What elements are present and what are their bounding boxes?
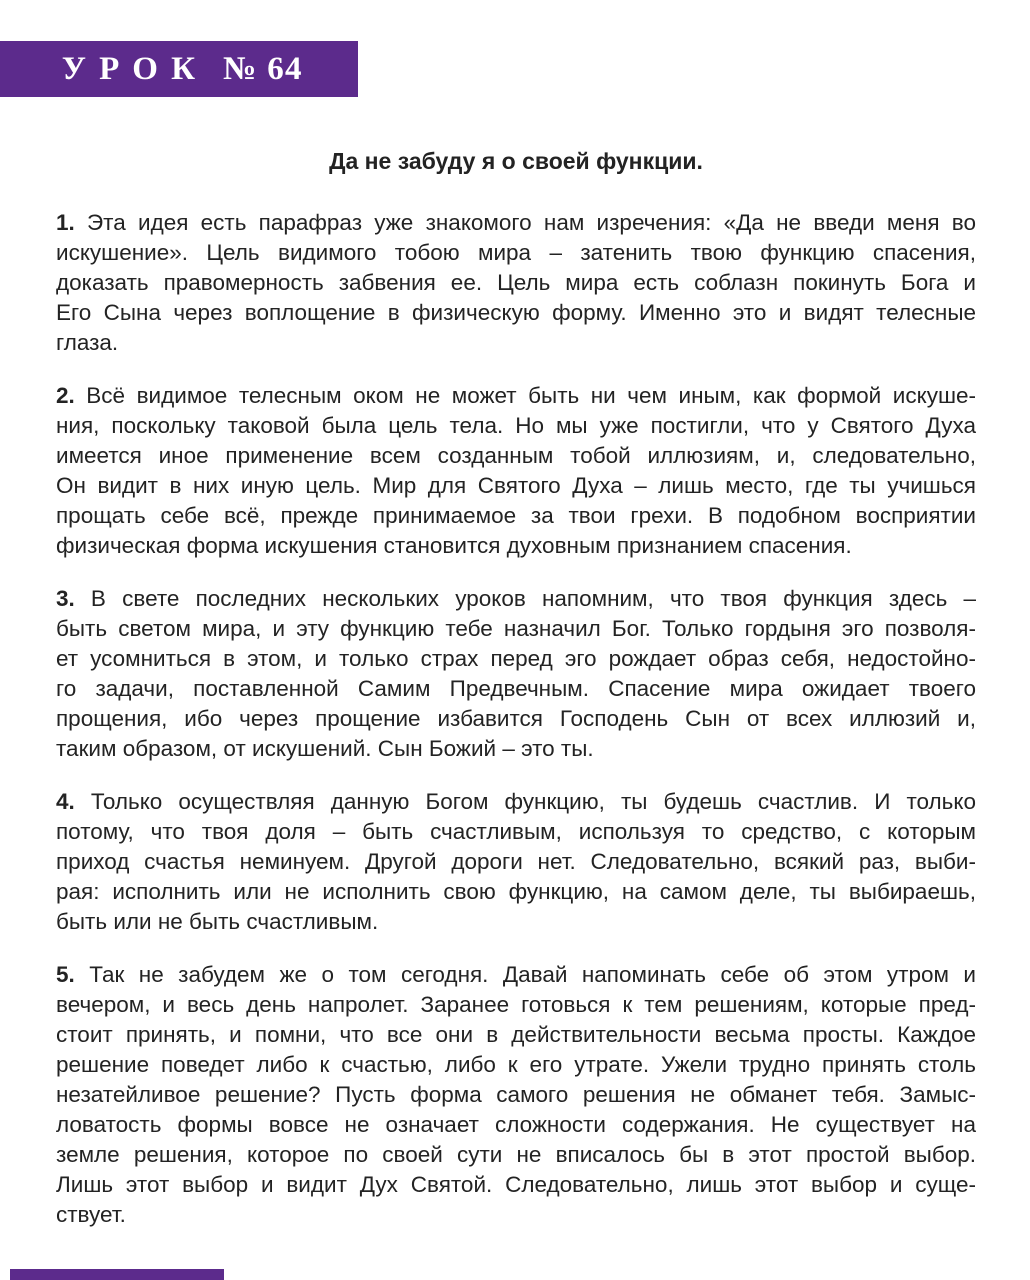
paragraph-number: 2.: [56, 383, 75, 408]
lesson-band-number: № 64: [223, 50, 303, 87]
paragraph-line: 4. Только осуществляя данную Богом функцию, ты будешь счастлив. И только: [56, 789, 976, 814]
paragraph-line: ловатость формы вовсе не означает сложности содержания. Не существует на: [56, 1112, 976, 1137]
paragraph-line: решение поведет либо к счастью, либо к его утрате. Ужели трудно принять столь: [56, 1052, 976, 1077]
paragraph-line: быть или не быть счастливым.: [56, 909, 379, 934]
paragraph-line: Он видит в них иную цель. Мир для Святого Духа – лишь место, где ты учишься: [56, 473, 976, 498]
paragraph-line: земле решения, которое по своей сути не вписалось бы в этот простой выбор.: [56, 1142, 976, 1167]
paragraph: [56, 960, 976, 1230]
lesson-header-band: [0, 41, 358, 97]
paragraph-line: быть светом мира, и эту функцию тебе назначил Бог. Только гордыня эго позволя-: [56, 616, 976, 641]
paragraph-line: 1. Эта идея есть парафраз уже знакомого нам изречения: «Да не введи меня во: [56, 210, 976, 235]
paragraph-line: имеется иное применение всем созданным тобой иллюзиям, и, следовательно,: [56, 443, 976, 468]
paragraph-line: вечером, и весь день напролет. Заранее готовься к тем решениям, которые пред-: [56, 992, 976, 1017]
paragraph-line: го задачи, поставленной Самим Предвечным. Спасение мира ожидает твоего: [56, 676, 976, 701]
paragraph-line: таким образом, от искушений. Сын Божий – это ты.: [56, 736, 594, 761]
lesson-paragraphs: [56, 208, 976, 1230]
paragraph-line: глаза.: [56, 330, 119, 355]
paragraph-line: незатейливое решение? Пусть форма самого решения не обманет тебя. Замыс-: [56, 1082, 976, 1107]
paragraph-line: рая: исполнить или не исполнить свою функцию, на самом деле, ты выбираешь,: [56, 879, 976, 904]
paragraph-line: 2. Всё видимое телесным оком не может быть ни чем иным, как формой искуше-: [56, 383, 976, 408]
paragraph-line: прощать себе всё, прежде принимаемое за твои грехи. В подобном восприятии: [56, 503, 976, 528]
lesson-title: Да не забуду я о своей функции.: [329, 148, 703, 174]
paragraph-line: доказать правомерность забвения ее. Цель мира есть соблазн покинуть Бога и: [56, 270, 976, 295]
paragraph-line: прощения, ибо через прощение избавится Господень Сын от всех иллюзий и,: [56, 706, 976, 731]
paragraph-line: ет усомниться в этом, и только страх перед эго рождает образ себя, недостойно-: [56, 646, 976, 671]
paragraph-number: 3.: [56, 586, 75, 611]
paragraph-line: Лишь этот выбор и видит Дух Святой. Следовательно, лишь этот выбор и суще-: [56, 1172, 976, 1197]
paragraph-number: 4.: [56, 789, 75, 814]
paragraph-number: 5.: [56, 962, 75, 987]
paragraph: [56, 208, 976, 358]
paragraph: [56, 787, 976, 937]
next-lesson-band-partial: [10, 1269, 224, 1280]
paragraph-line: искушение». Цель видимого тобою мира – затенить твою функцию спасения,: [56, 240, 976, 265]
lesson-band-label: УРОК: [61, 50, 209, 87]
paragraph-line: 5. Так не забудем же о том сегодня. Давай напоминать себе об этом утром и: [56, 962, 976, 987]
paragraph-line: потому, что твоя доля – быть счастливым, используя то средство, с которым: [56, 819, 976, 844]
paragraph-line: 3. В свете последних нескольких уроков напомним, что твоя функция здесь –: [56, 586, 976, 611]
paragraph-line: стоит принять, и помни, что все они в действительности весьма просты. Каждое: [56, 1022, 976, 1047]
lesson-content: [56, 146, 976, 1230]
paragraph-line: ния, поскольку таковой была цель тела. Но мы уже постигли, что у Святого Духа: [56, 413, 976, 438]
paragraph: [56, 584, 976, 764]
paragraph: [56, 381, 976, 561]
paragraph-line: Его Сына через воплощение в физическую форму. Именно это и видят телесные: [56, 300, 976, 325]
paragraph-line: ствует.: [56, 1202, 126, 1227]
paragraph-number: 1.: [56, 210, 75, 235]
paragraph-line: физическая форма искушения становится духовным признанием спасения.: [56, 533, 852, 558]
paragraph-line: приход счастья неминуем. Другой дороги нет. Следовательно, всякий раз, выби-: [56, 849, 976, 874]
